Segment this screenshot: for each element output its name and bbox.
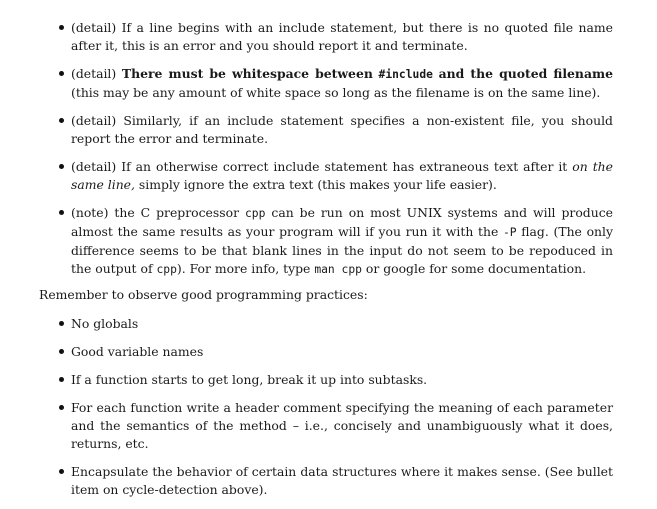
list-item: Encapsulate the behavior of certain data structures where it makes sense. (See bullet item on cycle-detection above). (71, 464, 613, 497)
list-item: If a function starts to get long, break it up into subtasks. (71, 371, 613, 389)
bold-text: There must be whitespace between (121, 66, 373, 81)
code-man-cpp: man cpp (314, 263, 362, 276)
item-text: If an otherwise correct include statement has extraneous text after it (121, 159, 568, 174)
item-prefix: (detail) (71, 159, 117, 174)
item-prefix: (detail) (71, 66, 117, 81)
item-prefix: (detail) (71, 113, 117, 128)
practices-intro: Remember to observe good programming practices: (39, 287, 368, 302)
list-item (71, 204, 613, 279)
detail-list (71, 19, 613, 289)
list-item: For each function write a header comment specifying the meaning of each parameter and the semantics of the method – i.e., concisely and unambiguously what it does, returns, etc. (71, 400, 613, 451)
code-cpp: cpp (244, 207, 266, 220)
item-text: can be run on most UNIX systems and will produce almost the same results as your program will if you run it with the (71, 205, 613, 239)
item-text: If a line begins with an include statement, but there is no quoted file name after it, this is an error and you should report it and terminate. (71, 20, 613, 53)
item-text: ). For more info, type (176, 261, 311, 276)
list-item: Good variable names (71, 343, 613, 361)
list-item (71, 19, 613, 55)
item-text: flag. (The only difference seems to be that blank lines in the input do not seem to be repoduced in the output of (71, 224, 613, 276)
code-cpp: cpp (156, 263, 177, 276)
item-text: or google for some documentation. (365, 261, 587, 276)
bold-text: and the quoted filename (438, 66, 613, 81)
item-text: Similarly, if an include statement specifies a non-existent file, you should report the error and terminate. (71, 113, 613, 146)
practices-list (71, 315, 613, 509)
item-prefix: (detail) (71, 20, 117, 35)
code-flag: -P (502, 226, 517, 239)
list-item (71, 158, 613, 194)
italic-text: on the same line, (71, 159, 613, 192)
item-text: the C preprocessor (114, 205, 239, 220)
list-item (71, 112, 613, 148)
item-text: simply ignore the extra text (this makes your life easier). (138, 177, 497, 192)
item-text: (this may be any amount of white space so long as the filename is on the same line). (71, 85, 601, 100)
list-item (71, 65, 613, 102)
list-item: No globals (71, 315, 613, 333)
code-include: #include (378, 68, 433, 81)
item-prefix: (note) (71, 205, 109, 220)
